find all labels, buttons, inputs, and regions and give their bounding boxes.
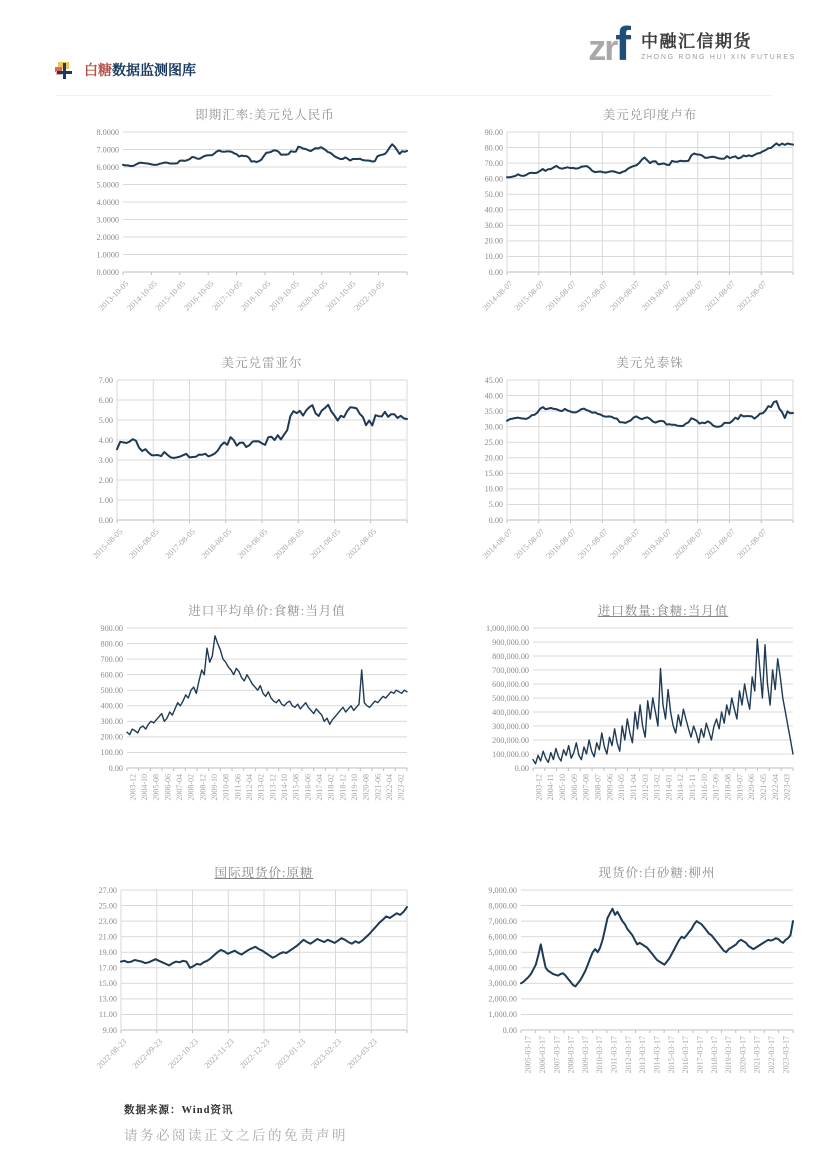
chart-canvas xyxy=(85,884,415,1090)
logo-company-name-en: ZHONG RONG HUI XIN FUTURES xyxy=(640,53,796,61)
svg-text:900,000.00: 900,000.00 xyxy=(492,637,529,647)
chart-canvas xyxy=(85,374,415,580)
svg-text:2010-03-17: 2010-03-17 xyxy=(595,1036,605,1074)
chart-usd-cny xyxy=(85,106,415,332)
svg-text:2018-08-07: 2018-08-07 xyxy=(608,279,642,313)
svg-text:2014-10: 2014-10 xyxy=(280,774,289,801)
chart-plot xyxy=(471,374,801,580)
logo-zrf-mark xyxy=(588,16,631,71)
svg-text:2019-10: 2019-10 xyxy=(350,774,359,801)
svg-text:2023-03-23: 2023-03-23 xyxy=(345,1037,379,1071)
svg-text:45.00: 45.00 xyxy=(484,375,503,385)
svg-text:40.00: 40.00 xyxy=(484,391,503,401)
svg-text:800.00: 800.00 xyxy=(100,639,123,649)
svg-text:9.00: 9.00 xyxy=(102,1025,117,1035)
svg-text:2020-06: 2020-06 xyxy=(747,774,757,801)
svg-text:2014-01: 2014-01 xyxy=(664,774,674,801)
chart-title: 美元兑雷亚尔 xyxy=(221,356,303,370)
svg-text:3,000.00: 3,000.00 xyxy=(488,979,517,989)
svg-text:2020-08: 2020-08 xyxy=(361,774,371,801)
svg-text:2003-12: 2003-12 xyxy=(534,774,544,801)
svg-text:2.00: 2.00 xyxy=(98,475,113,485)
svg-text:600.00: 600.00 xyxy=(100,670,123,680)
svg-text:2022-10-23: 2022-10-23 xyxy=(166,1037,200,1071)
chart-title: 美元兑印度卢布 xyxy=(602,108,698,122)
svg-text:2019-08-05: 2019-08-05 xyxy=(236,527,270,561)
svg-text:0.00: 0.00 xyxy=(488,267,503,277)
svg-text:2018-08-07: 2018-08-07 xyxy=(608,527,642,561)
svg-text:23.00: 23.00 xyxy=(98,916,117,926)
svg-text:20.00: 20.00 xyxy=(484,453,503,463)
svg-text:2022-11-23: 2022-11-23 xyxy=(202,1037,236,1071)
svg-text:11.00: 11.00 xyxy=(98,1010,117,1020)
svg-text:10.00: 10.00 xyxy=(484,252,503,262)
svg-text:2017-10-05: 2017-10-05 xyxy=(210,279,245,313)
header-divider xyxy=(55,95,772,96)
chart-canvas xyxy=(471,126,801,332)
chart-canvas xyxy=(471,884,801,1104)
svg-text:70.00: 70.00 xyxy=(484,158,503,168)
svg-text:1,000.00: 1,000.00 xyxy=(488,1010,517,1020)
svg-text:300,000.00: 300,000.00 xyxy=(492,721,529,731)
svg-text:2019-08-07: 2019-08-07 xyxy=(639,279,674,313)
svg-text:7.00: 7.00 xyxy=(98,375,113,385)
svg-text:800,000.00: 800,000.00 xyxy=(492,651,529,661)
svg-text:2023-02: 2023-02 xyxy=(396,774,406,801)
svg-text:2015-08: 2015-08 xyxy=(291,774,301,801)
svg-text:2016-03-17: 2016-03-17 xyxy=(681,1036,691,1074)
chart-title: 进口数量:食糖:当月值 xyxy=(597,604,729,618)
svg-text:2022-04: 2022-04 xyxy=(385,774,394,801)
svg-text:2.0000: 2.0000 xyxy=(96,232,119,242)
logo-zr-text: zr xyxy=(588,27,617,68)
svg-text:2006-06: 2006-06 xyxy=(163,774,173,801)
chart-plot xyxy=(85,374,415,580)
chart-title: 进口平均单价:食糖:当月值 xyxy=(188,604,346,618)
svg-text:50.00: 50.00 xyxy=(484,190,503,200)
chart-plot xyxy=(85,622,415,842)
svg-text:2023-03: 2023-03 xyxy=(782,774,792,801)
chart-title: 美元兑泰铢 xyxy=(616,356,684,370)
svg-text:2014-08-07: 2014-08-07 xyxy=(481,279,515,313)
svg-text:40.00: 40.00 xyxy=(484,205,503,215)
chart-title: 国际现货价:原糖 xyxy=(214,866,314,880)
chart-canvas xyxy=(471,622,801,842)
chart-title: 现货价:白砂糖:柳州 xyxy=(598,866,716,880)
svg-text:2008-07: 2008-07 xyxy=(593,774,603,801)
chart-title: 即期汇率:美元兑人民币 xyxy=(195,108,335,122)
svg-text:2016-10-05: 2016-10-05 xyxy=(182,279,216,313)
svg-text:27.00: 27.00 xyxy=(98,885,117,895)
svg-text:0.00: 0.00 xyxy=(108,763,123,773)
svg-text:2020-10-05: 2020-10-05 xyxy=(295,279,330,313)
svg-text:2023-01-23: 2023-01-23 xyxy=(273,1037,308,1071)
chart-usd-brl xyxy=(85,354,415,580)
chart-plot xyxy=(85,126,415,332)
svg-text:2018-08: 2018-08 xyxy=(723,774,733,801)
chart-usd-thb xyxy=(471,354,801,580)
svg-text:2013-10-05: 2013-10-05 xyxy=(97,279,131,313)
svg-text:2012-04: 2012-04 xyxy=(245,774,254,801)
svg-text:2006-09: 2006-09 xyxy=(569,774,579,801)
svg-text:2010-08: 2010-08 xyxy=(221,774,231,801)
svg-text:2005-10: 2005-10 xyxy=(558,774,568,801)
svg-text:2016-06: 2016-06 xyxy=(303,774,313,801)
svg-text:100,000.00: 100,000.00 xyxy=(492,749,529,759)
svg-text:0.00: 0.00 xyxy=(98,515,113,525)
svg-text:2018-02: 2018-02 xyxy=(326,774,336,801)
svg-text:5,000.00: 5,000.00 xyxy=(488,948,517,958)
svg-text:0.00: 0.00 xyxy=(488,515,503,525)
svg-text:2005-03-17: 2005-03-17 xyxy=(523,1036,533,1074)
svg-text:0.0000: 0.0000 xyxy=(96,267,119,277)
svg-text:2017-08-07: 2017-08-07 xyxy=(576,279,610,313)
svg-text:2015-08-07: 2015-08-07 xyxy=(512,527,547,561)
logo-company-name-cn: 中融汇信期货 xyxy=(640,31,752,51)
brand-mark-icon xyxy=(55,62,72,79)
svg-text:500,000.00: 500,000.00 xyxy=(492,693,529,703)
svg-text:2007-04: 2007-04 xyxy=(175,774,184,801)
svg-text:200.00: 200.00 xyxy=(100,732,123,742)
svg-text:2017-03-17: 2017-03-17 xyxy=(695,1036,705,1074)
svg-text:2021-03-17: 2021-03-17 xyxy=(752,1036,762,1074)
svg-text:1.0000: 1.0000 xyxy=(96,250,119,260)
svg-text:2009-03-17: 2009-03-17 xyxy=(580,1036,590,1074)
svg-text:2021-05: 2021-05 xyxy=(758,774,768,801)
svg-text:2015-08-05: 2015-08-05 xyxy=(91,527,125,561)
svg-text:2020-08-07: 2020-08-07 xyxy=(671,279,706,313)
chart-intl-raw-sugar-spot xyxy=(85,864,415,1104)
svg-text:2004-11: 2004-11 xyxy=(546,774,556,801)
page-title: 数据监测图库 xyxy=(112,64,196,79)
svg-text:2014-03-17: 2014-03-17 xyxy=(652,1036,662,1074)
chart-canvas xyxy=(85,622,415,842)
svg-text:2018-10-05: 2018-10-05 xyxy=(239,279,273,313)
svg-text:90.00: 90.00 xyxy=(484,127,503,137)
svg-text:13.00: 13.00 xyxy=(98,994,117,1004)
chart-canvas xyxy=(471,374,801,580)
svg-text:2022-10-05: 2022-10-05 xyxy=(352,279,387,313)
svg-text:30.00: 30.00 xyxy=(484,422,503,432)
svg-text:8,000.00: 8,000.00 xyxy=(488,901,517,911)
svg-text:2008-02: 2008-02 xyxy=(186,774,196,801)
svg-text:2022-09-23: 2022-09-23 xyxy=(130,1037,165,1071)
svg-text:2018-08-05: 2018-08-05 xyxy=(199,527,234,561)
svg-text:100.00: 100.00 xyxy=(100,748,123,758)
svg-text:2011-04: 2011-04 xyxy=(628,774,638,801)
data-source-note: 数据来源：Wind资讯 xyxy=(124,1105,234,1116)
svg-text:80.00: 80.00 xyxy=(484,143,503,153)
company-logo xyxy=(588,16,796,71)
svg-text:5.00: 5.00 xyxy=(98,415,113,425)
svg-text:2020-03-17: 2020-03-17 xyxy=(738,1036,748,1074)
svg-text:2019-08-07: 2019-08-07 xyxy=(639,527,674,561)
header-product-label: 白糖 xyxy=(84,64,112,79)
svg-text:3.0000: 3.0000 xyxy=(96,215,119,225)
svg-text:2019-10-05: 2019-10-05 xyxy=(267,279,301,313)
chart-plot xyxy=(471,126,801,332)
svg-text:3.00: 3.00 xyxy=(98,455,113,465)
svg-text:2,000.00: 2,000.00 xyxy=(488,994,517,1004)
svg-text:60.00: 60.00 xyxy=(484,174,503,184)
svg-text:2017-04: 2017-04 xyxy=(315,774,324,801)
svg-text:400.00: 400.00 xyxy=(100,701,123,711)
chart-canvas xyxy=(85,126,415,332)
svg-text:0.00: 0.00 xyxy=(502,1025,517,1035)
svg-text:2007-03-17: 2007-03-17 xyxy=(552,1036,562,1074)
chart-plot xyxy=(471,884,801,1104)
svg-text:2009-10: 2009-10 xyxy=(210,774,219,801)
svg-text:900.00: 900.00 xyxy=(100,623,123,633)
svg-text:4,000.00: 4,000.00 xyxy=(488,963,517,973)
svg-text:2003-12: 2003-12 xyxy=(128,774,138,801)
svg-text:2008-12: 2008-12 xyxy=(198,774,208,801)
svg-text:15.00: 15.00 xyxy=(484,469,503,479)
svg-text:2023-03-17: 2023-03-17 xyxy=(781,1036,791,1074)
svg-text:500.00: 500.00 xyxy=(100,686,123,696)
svg-text:4.00: 4.00 xyxy=(98,435,113,445)
svg-text:2019-07: 2019-07 xyxy=(735,774,745,801)
svg-text:35.00: 35.00 xyxy=(484,406,503,416)
svg-text:2021-08-07: 2021-08-07 xyxy=(703,279,737,313)
report-header xyxy=(55,60,196,80)
svg-text:2016-08-05: 2016-08-05 xyxy=(127,527,161,561)
svg-text:2022-12-23: 2022-12-23 xyxy=(238,1037,272,1071)
svg-text:2020-08-07: 2020-08-07 xyxy=(671,527,706,561)
svg-text:20.00: 20.00 xyxy=(484,236,503,246)
svg-text:2013-12: 2013-12 xyxy=(268,774,278,801)
svg-text:2016-08-07: 2016-08-07 xyxy=(544,527,578,561)
svg-text:2016-10: 2016-10 xyxy=(699,774,709,801)
logo-f-text: f xyxy=(615,17,631,70)
svg-text:2011-06: 2011-06 xyxy=(233,774,243,801)
svg-text:5.0000: 5.0000 xyxy=(96,180,119,190)
svg-text:2011-03-17: 2011-03-17 xyxy=(609,1036,619,1074)
svg-text:700,000.00: 700,000.00 xyxy=(492,665,529,675)
svg-text:2021-10-05: 2021-10-05 xyxy=(324,279,358,313)
svg-text:25.00: 25.00 xyxy=(98,901,117,911)
svg-text:6.00: 6.00 xyxy=(98,395,113,405)
svg-text:21.00: 21.00 xyxy=(98,932,117,942)
charts-grid xyxy=(85,106,801,1104)
svg-text:8.0000: 8.0000 xyxy=(96,127,119,137)
disclaimer-note: 请务必阅读正文之后的免责声明 xyxy=(124,1128,348,1143)
chart-plot xyxy=(85,884,415,1090)
svg-text:2022-08-07: 2022-08-07 xyxy=(735,279,769,313)
svg-text:2018-12: 2018-12 xyxy=(338,774,348,801)
page-footer xyxy=(124,1102,348,1144)
chart-usd-inr xyxy=(471,106,801,332)
svg-text:9,000.00: 9,000.00 xyxy=(488,885,517,895)
svg-text:2022-08-07: 2022-08-07 xyxy=(735,527,769,561)
svg-text:2012-03: 2012-03 xyxy=(640,774,650,801)
chart-liuzhou-white-sugar-spot xyxy=(471,864,801,1104)
chart-import-avg-price xyxy=(85,602,415,842)
svg-text:2023-02-23: 2023-02-23 xyxy=(309,1037,343,1071)
svg-text:2007-08: 2007-08 xyxy=(581,774,591,801)
svg-text:2017-08-05: 2017-08-05 xyxy=(163,527,197,561)
svg-text:2016-08-07: 2016-08-07 xyxy=(544,279,578,313)
svg-text:1.00: 1.00 xyxy=(98,495,113,505)
svg-text:2005-08: 2005-08 xyxy=(151,774,161,801)
svg-text:2006-03-17: 2006-03-17 xyxy=(537,1036,547,1074)
svg-text:2022-04: 2022-04 xyxy=(770,774,780,801)
svg-text:2015-08-07: 2015-08-07 xyxy=(512,279,547,313)
svg-text:7.0000: 7.0000 xyxy=(96,145,119,155)
svg-text:2022-08-05: 2022-08-05 xyxy=(344,527,379,561)
svg-text:6.0000: 6.0000 xyxy=(96,162,119,172)
svg-text:2019-03-17: 2019-03-17 xyxy=(724,1036,734,1074)
svg-text:2009-06: 2009-06 xyxy=(605,774,615,801)
svg-text:2017-08-07: 2017-08-07 xyxy=(576,527,610,561)
svg-text:400,000.00: 400,000.00 xyxy=(492,707,529,717)
svg-text:15.00: 15.00 xyxy=(98,979,117,989)
svg-text:10.00: 10.00 xyxy=(484,484,503,494)
svg-text:2020-08-05: 2020-08-05 xyxy=(272,527,306,561)
svg-text:0.00: 0.00 xyxy=(514,763,529,773)
svg-text:2021-06: 2021-06 xyxy=(373,774,383,801)
svg-text:2022-08-23: 2022-08-23 xyxy=(95,1037,129,1071)
svg-text:2010-05: 2010-05 xyxy=(617,774,627,801)
logo-names xyxy=(641,27,796,61)
svg-text:2015-11: 2015-11 xyxy=(688,774,698,801)
svg-text:2021-08-07: 2021-08-07 xyxy=(703,527,737,561)
svg-text:2015-03-17: 2015-03-17 xyxy=(666,1036,676,1074)
svg-text:25.00: 25.00 xyxy=(484,438,503,448)
svg-text:300.00: 300.00 xyxy=(100,717,123,727)
svg-text:700.00: 700.00 xyxy=(100,654,123,664)
svg-text:2008-03-17: 2008-03-17 xyxy=(566,1036,576,1074)
svg-text:1,000,000.00: 1,000,000.00 xyxy=(486,623,529,633)
svg-text:7,000.00: 7,000.00 xyxy=(488,916,517,926)
svg-text:2013-02: 2013-02 xyxy=(256,774,266,801)
svg-text:30.00: 30.00 xyxy=(484,221,503,231)
svg-text:5.00: 5.00 xyxy=(488,500,503,510)
svg-text:2022-03-17: 2022-03-17 xyxy=(767,1036,777,1074)
svg-text:19.00: 19.00 xyxy=(98,948,117,958)
svg-text:2012-03-17: 2012-03-17 xyxy=(623,1036,633,1074)
svg-text:2014-08-07: 2014-08-07 xyxy=(481,527,515,561)
chart-import-quantity xyxy=(471,602,801,842)
svg-text:600,000.00: 600,000.00 xyxy=(492,679,529,689)
svg-text:2013-02: 2013-02 xyxy=(652,774,662,801)
svg-text:200,000.00: 200,000.00 xyxy=(492,735,529,745)
svg-text:2013-03-17: 2013-03-17 xyxy=(638,1036,648,1074)
svg-text:4.0000: 4.0000 xyxy=(96,197,119,207)
svg-text:6,000.00: 6,000.00 xyxy=(488,932,517,942)
svg-text:2004-10: 2004-10 xyxy=(140,774,149,801)
svg-text:2018-03-17: 2018-03-17 xyxy=(709,1036,719,1074)
svg-text:2021-08-05: 2021-08-05 xyxy=(308,527,342,561)
svg-text:2017-09: 2017-09 xyxy=(711,774,721,801)
chart-plot xyxy=(471,622,801,842)
svg-text:2014-12: 2014-12 xyxy=(676,774,686,801)
svg-text:2014-10-05: 2014-10-05 xyxy=(125,279,159,313)
svg-text:2015-10-05: 2015-10-05 xyxy=(153,279,188,313)
svg-text:17.00: 17.00 xyxy=(98,963,117,973)
